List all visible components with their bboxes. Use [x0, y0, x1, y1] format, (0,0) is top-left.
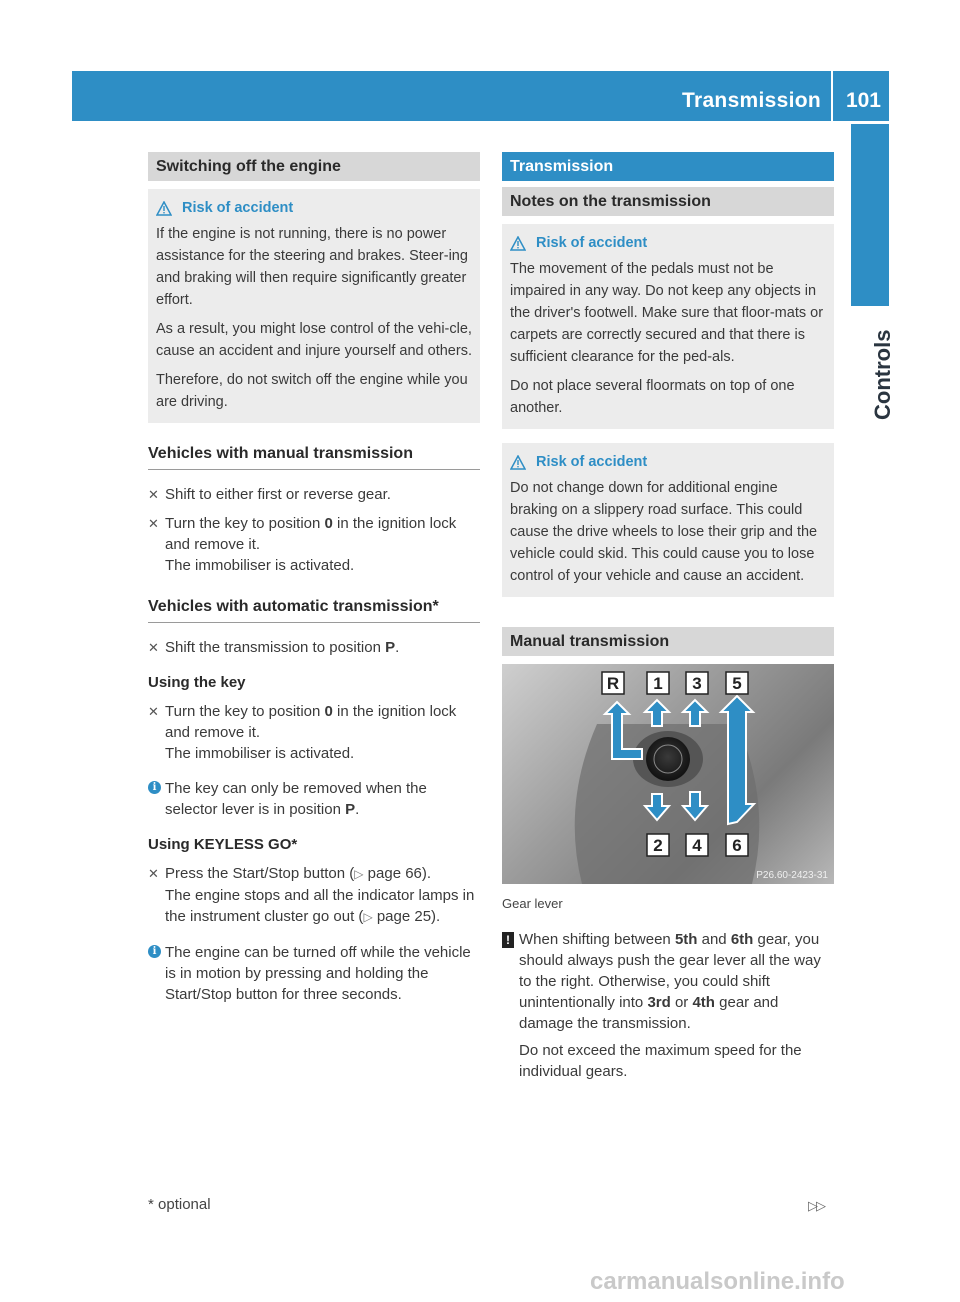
section-title: Transmission — [682, 89, 821, 112]
gear-labels-bottom — [647, 834, 748, 856]
warning-title: Risk of accident — [182, 200, 294, 216]
gear-label-5: 5 — [732, 674, 742, 693]
transmission-notice — [502, 929, 834, 1082]
key-step: ✕ Turn the key to position 0 in the ignition lock and remove it. The immobiliser is activated. — [148, 701, 480, 764]
automatic-step-1: ✕ Shift the transmission to position P. — [148, 639, 400, 656]
notes-heading: Notes on the transmission — [502, 187, 834, 216]
gear-label-4: 4 — [692, 836, 702, 855]
warning-paragraph: If the engine is not running, there is no power assistance for the steering and brakes. Steer-ing and braking will then require significantly greater effort. — [156, 226, 468, 308]
photo-code: P26.60-2423-31 — [756, 870, 828, 881]
warning-triangle-icon — [156, 201, 172, 216]
gear-label-1: 1 — [653, 674, 663, 693]
manual-step-1: ✕ Shift to either first or reverse gear. — [148, 486, 391, 503]
warning-triangle-icon — [510, 455, 526, 470]
watermark: carmanualsonline.info — [590, 1268, 845, 1295]
gear-shift-diagram — [502, 664, 834, 884]
step-result: The engine stops and all the indicator lamps in the instrument cluster go out (▷ page 25). — [165, 887, 475, 925]
step-arrow-icon: ✕ — [148, 487, 159, 502]
left-column — [148, 152, 480, 1005]
side-tab — [851, 124, 889, 306]
using-keyless-heading: Using KEYLESS GO* — [148, 836, 298, 853]
info-note-start-stop: i The engine can be turned off while the vehicle is in motion by pressing and holding the Start/Stop button for three seconds. — [148, 942, 480, 1005]
manual-transmission-heading: Manual transmission — [502, 627, 834, 656]
info-note-key: i The key can only be removed when the selector lever is in position P. — [148, 778, 480, 820]
gear-labels-top — [602, 672, 748, 694]
warning-title: Risk of accident — [536, 454, 648, 470]
step-arrow-icon: ✕ — [148, 516, 159, 531]
step-arrow-icon: ✕ — [148, 866, 159, 881]
right-column — [502, 152, 834, 1088]
header-divider — [831, 71, 833, 121]
warning-header — [156, 197, 472, 219]
step-result: The immobiliser is activated. — [165, 745, 355, 762]
page-number: 101 — [845, 89, 881, 112]
gear-lever-photo — [502, 664, 834, 884]
photo-caption: Gear lever — [502, 896, 563, 911]
exclamation-icon: ! — [502, 932, 514, 948]
notice-paragraph: When shifting between 5th and 6th gear, you should always push the gear lever all the way to the right. Otherwise, you could shift unintentionally into 3rd or 4th gear and damage the transmission. — [519, 931, 821, 1032]
switching-off-warning — [148, 189, 480, 423]
pedal-warning — [502, 224, 834, 429]
side-tab-label-area — [840, 300, 900, 420]
continue-arrows-icon: ▷▷ — [808, 1198, 824, 1213]
using-key-heading: Using the key — [148, 674, 246, 691]
step-result: The immobiliser is activated. — [165, 557, 355, 574]
downshift-warning — [502, 443, 834, 597]
page-header-bar — [72, 71, 889, 121]
step-arrow-icon: ✕ — [148, 640, 159, 655]
warning-paragraph: Do not place several floormats on top of one another. — [510, 378, 795, 416]
warning-header — [510, 232, 826, 254]
warning-title: Risk of accident — [536, 235, 648, 251]
gear-label-r: R — [606, 674, 620, 693]
info-icon: i — [148, 781, 161, 794]
gear-knob — [646, 737, 690, 781]
transmission-heading: Transmission — [502, 152, 834, 181]
gear-label-2: 2 — [653, 836, 663, 855]
side-tab-label: Controls — [870, 329, 895, 420]
notice-paragraph: Do not exceed the maximum speed for the individual gears. — [519, 1042, 802, 1080]
optional-footnote: * optional — [148, 1196, 211, 1213]
gear-label-3: 3 — [692, 674, 702, 693]
warning-header — [510, 451, 826, 473]
switching-off-heading: Switching off the engine — [148, 152, 480, 181]
automatic-vehicles-heading: Vehicles with automatic transmission* — [148, 598, 480, 623]
page-ref-icon: ▷ — [363, 910, 373, 924]
info-icon: i — [148, 945, 161, 958]
keyless-step: ✕ Press the Start/Stop button (▷ page 66). The engine stops and all the indicator lamps in the instrument cluster go out (▷ page 25). — [148, 863, 480, 928]
warning-paragraph: The movement of the pedals must not be impaired in any way. Do not keep any objects in the driver's footwell. Make sure that floor-mats or carpets are correctly secured and that there is sufficient clearance for the ped-als. — [510, 261, 824, 365]
manual-step-2: ✕ Turn the key to position 0 in the ignition lock and remove it. The immobiliser is activated. — [148, 513, 480, 576]
step-arrow-icon: ✕ — [148, 704, 159, 719]
warning-triangle-icon — [510, 236, 526, 251]
warning-paragraph: Therefore, do not switch off the engine while you are driving. — [156, 372, 468, 410]
warning-paragraph: As a result, you might lose control of the vehi-cle, cause an accident and injure yourself and others. — [156, 321, 472, 359]
warning-paragraph: Do not change down for additional engine braking on a slippery road surface. This could cause the drive wheels to lose their grip and the vehicle could skid. This could cause you to lose control of your vehicle and cause an accident. — [510, 480, 818, 584]
page-ref-icon: ▷ — [354, 867, 364, 881]
gear-label-6: 6 — [732, 836, 742, 855]
manual-vehicles-heading: Vehicles with manual transmission — [148, 445, 480, 470]
